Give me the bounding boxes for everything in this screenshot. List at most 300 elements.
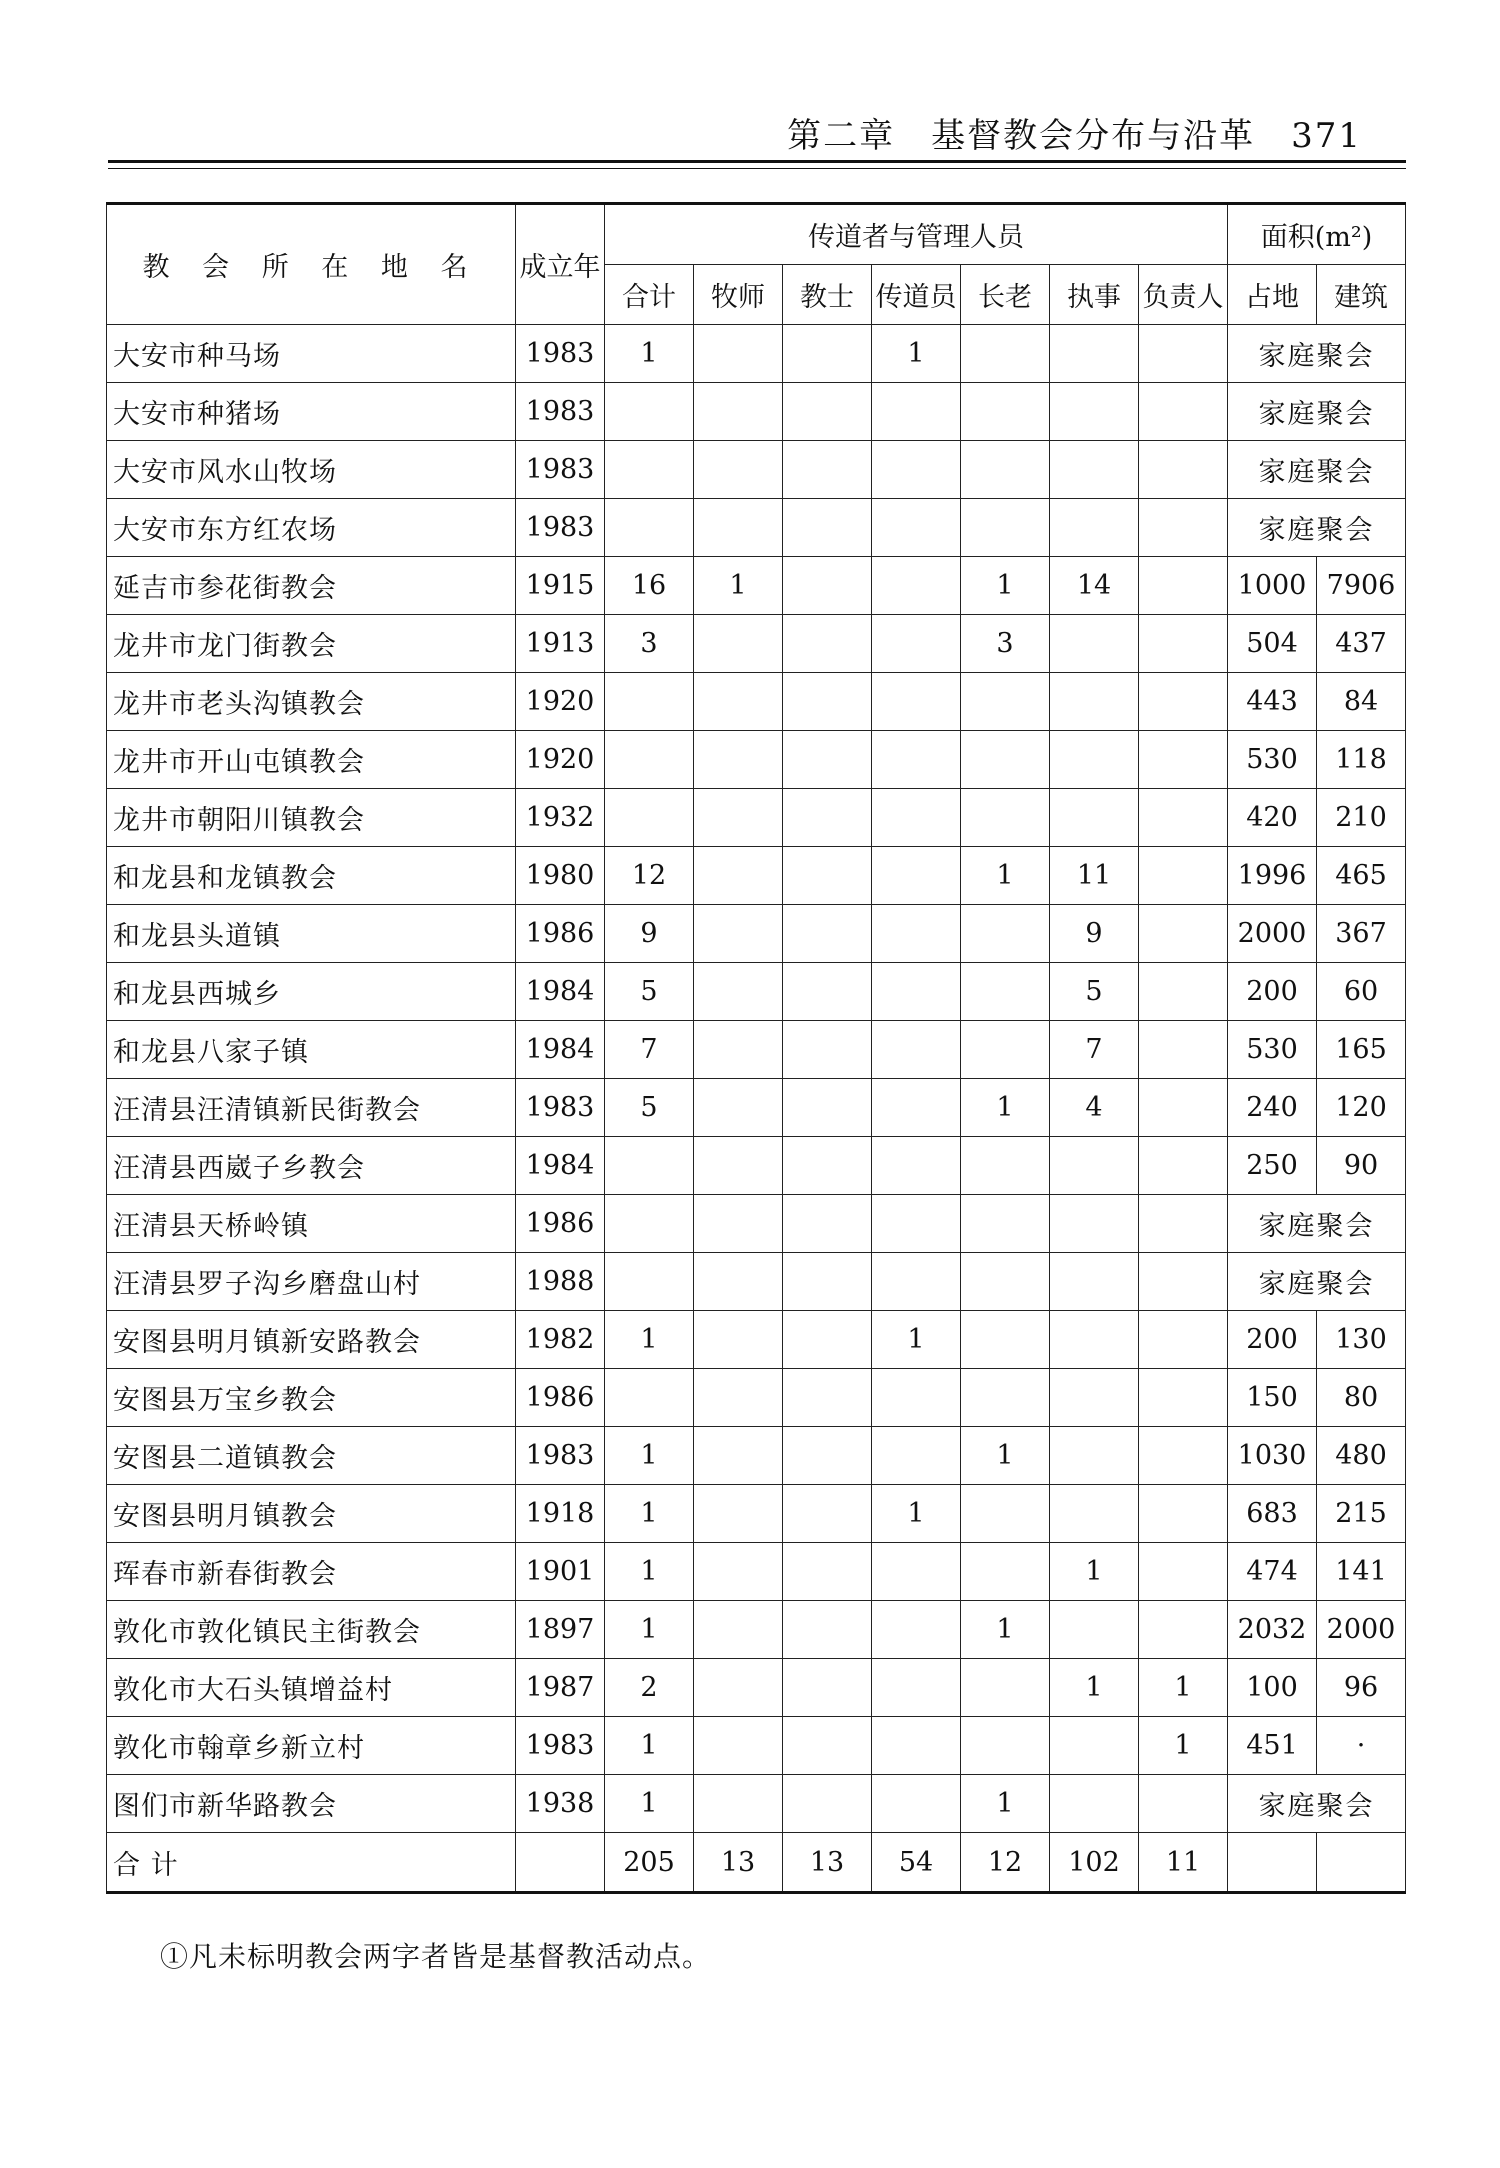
- table-row: [107, 1543, 1406, 1601]
- row-year: 1983: [516, 441, 605, 499]
- row-personnel-cell: [1050, 1137, 1139, 1195]
- row-personnel-cell: [961, 1369, 1050, 1427]
- row-personnel-cell: [694, 673, 783, 731]
- row-year: 1986: [516, 905, 605, 963]
- row-personnel-cell: [961, 1543, 1050, 1601]
- row-personnel-cell: [1139, 615, 1228, 673]
- row-land-area: 1000: [1228, 557, 1317, 615]
- row-building-area: 60: [1317, 963, 1406, 1021]
- row-year: 1987: [516, 1659, 605, 1717]
- row-personnel-cell: [783, 1601, 872, 1659]
- header-leader: 负责人: [1139, 265, 1228, 325]
- row-personnel-cell: [1139, 1543, 1228, 1601]
- row-personnel-cell: 2: [605, 1659, 694, 1717]
- total-cell: 13: [694, 1833, 783, 1893]
- row-personnel-cell: [961, 1659, 1050, 1717]
- total-land-empty: [1228, 1833, 1317, 1893]
- total-cell: 12: [961, 1833, 1050, 1893]
- row-personnel-cell: [1139, 1369, 1228, 1427]
- row-personnel-cell: 1: [872, 325, 961, 383]
- row-personnel-cell: [694, 1427, 783, 1485]
- row-personnel-cell: 1: [1139, 1659, 1228, 1717]
- row-personnel-cell: [1050, 1369, 1139, 1427]
- row-year: 1982: [516, 1311, 605, 1369]
- row-personnel-cell: 4: [1050, 1079, 1139, 1137]
- row-personnel-cell: [605, 1253, 694, 1311]
- row-personnel-cell: [961, 789, 1050, 847]
- row-personnel-cell: 1: [872, 1311, 961, 1369]
- table-row: [107, 673, 1406, 731]
- row-personnel-cell: [961, 673, 1050, 731]
- row-personnel-cell: [1139, 673, 1228, 731]
- row-personnel-cell: 5: [1050, 963, 1139, 1021]
- row-home-meeting: 家庭聚会: [1228, 325, 1406, 383]
- row-personnel-cell: [783, 963, 872, 1021]
- table-row: [107, 615, 1406, 673]
- row-personnel-cell: [694, 1021, 783, 1079]
- header-location: 教 会 所 在 地 名: [107, 204, 516, 325]
- row-land-area: 420: [1228, 789, 1317, 847]
- row-personnel-cell: [694, 441, 783, 499]
- row-year: 1984: [516, 1137, 605, 1195]
- row-personnel-cell: [783, 1137, 872, 1195]
- row-personnel-cell: [694, 963, 783, 1021]
- total-cell: 54: [872, 1833, 961, 1893]
- row-year: 1983: [516, 1079, 605, 1137]
- row-land-area: 240: [1228, 1079, 1317, 1137]
- row-personnel-cell: [694, 1485, 783, 1543]
- row-personnel-cell: [1050, 1717, 1139, 1775]
- row-location: 安图县二道镇教会: [107, 1427, 516, 1485]
- row-personnel-cell: [872, 499, 961, 557]
- row-land-area: 474: [1228, 1543, 1317, 1601]
- total-row: [107, 1833, 1406, 1893]
- row-building-area: 118: [1317, 731, 1406, 789]
- row-building-area: 80: [1317, 1369, 1406, 1427]
- row-personnel-cell: [961, 499, 1050, 557]
- row-building-area: 215: [1317, 1485, 1406, 1543]
- row-personnel-cell: [872, 1021, 961, 1079]
- row-personnel-cell: 16: [605, 557, 694, 615]
- row-personnel-cell: [783, 383, 872, 441]
- row-personnel-cell: [872, 1427, 961, 1485]
- row-personnel-cell: [1050, 499, 1139, 557]
- row-home-meeting: 家庭聚会: [1228, 1253, 1406, 1311]
- row-personnel-cell: [694, 1311, 783, 1369]
- row-year: 1983: [516, 499, 605, 557]
- header-rule: [108, 160, 1406, 163]
- row-personnel-cell: [1139, 963, 1228, 1021]
- row-home-meeting: 家庭聚会: [1228, 499, 1406, 557]
- row-personnel-cell: [694, 1775, 783, 1833]
- row-building-area: 84: [1317, 673, 1406, 731]
- row-personnel-cell: [872, 1079, 961, 1137]
- row-home-meeting: 家庭聚会: [1228, 1195, 1406, 1253]
- row-year: 1915: [516, 557, 605, 615]
- row-building-area: 465: [1317, 847, 1406, 905]
- row-year: 1983: [516, 383, 605, 441]
- row-personnel-cell: [872, 1543, 961, 1601]
- row-personnel-cell: [783, 905, 872, 963]
- row-location: 安图县明月镇新安路教会: [107, 1311, 516, 1369]
- row-personnel-cell: [872, 1717, 961, 1775]
- row-personnel-cell: [783, 557, 872, 615]
- header-personnel-group: 传道者与管理人员: [605, 204, 1228, 265]
- row-personnel-cell: [694, 789, 783, 847]
- row-personnel-cell: [783, 1543, 872, 1601]
- row-building-area: 141: [1317, 1543, 1406, 1601]
- row-personnel-cell: [783, 673, 872, 731]
- header-preacher: 传道员: [872, 265, 961, 325]
- table-row: [107, 1195, 1406, 1253]
- row-building-area: 96: [1317, 1659, 1406, 1717]
- row-land-area: 200: [1228, 1311, 1317, 1369]
- row-personnel-cell: 1: [1050, 1543, 1139, 1601]
- page-header: [0, 108, 1362, 157]
- row-personnel-cell: [694, 615, 783, 673]
- row-personnel-cell: 1: [961, 1601, 1050, 1659]
- row-personnel-cell: [783, 1427, 872, 1485]
- row-land-area: 1030: [1228, 1427, 1317, 1485]
- row-personnel-cell: [961, 383, 1050, 441]
- row-personnel-cell: [783, 1717, 872, 1775]
- row-personnel-cell: [694, 905, 783, 963]
- row-location: 大安市种猪场: [107, 383, 516, 441]
- row-personnel-cell: [872, 1369, 961, 1427]
- row-year: 1984: [516, 963, 605, 1021]
- row-personnel-cell: 1: [961, 1775, 1050, 1833]
- row-year: 1920: [516, 731, 605, 789]
- row-personnel-cell: [1050, 1601, 1139, 1659]
- header-rule-thin: [108, 168, 1406, 169]
- row-location: 安图县明月镇教会: [107, 1485, 516, 1543]
- row-personnel-cell: 1: [1050, 1659, 1139, 1717]
- row-location: 汪清县汪清镇新民街教会: [107, 1079, 516, 1137]
- row-year: 1986: [516, 1369, 605, 1427]
- row-location: 延吉市参花街教会: [107, 557, 516, 615]
- row-location: 龙井市老头沟镇教会: [107, 673, 516, 731]
- section-title: 基督教会分布与沿革: [931, 116, 1256, 156]
- table-row: [107, 557, 1406, 615]
- row-personnel-cell: [1050, 731, 1139, 789]
- table-row: [107, 1601, 1406, 1659]
- row-personnel-cell: [1050, 673, 1139, 731]
- row-land-area: 530: [1228, 731, 1317, 789]
- row-personnel-cell: [1139, 557, 1228, 615]
- row-personnel-cell: [783, 1253, 872, 1311]
- row-location: 大安市种马场: [107, 325, 516, 383]
- row-location: 敦化市翰章乡新立村: [107, 1717, 516, 1775]
- row-personnel-cell: [694, 1601, 783, 1659]
- table-row: [107, 499, 1406, 557]
- row-personnel-cell: 1: [961, 1079, 1050, 1137]
- row-personnel-cell: [694, 1253, 783, 1311]
- row-personnel-cell: [694, 325, 783, 383]
- row-personnel-cell: [1050, 325, 1139, 383]
- row-year: 1983: [516, 325, 605, 383]
- row-personnel-cell: [694, 499, 783, 557]
- header-deacon: 执事: [1050, 265, 1139, 325]
- row-personnel-cell: [961, 963, 1050, 1021]
- row-location: 和龙县和龙镇教会: [107, 847, 516, 905]
- footnote: ①凡未标明教会两字者皆是基督教活动点。: [160, 1940, 712, 1973]
- header-land-area: 占地: [1228, 265, 1317, 325]
- row-personnel-cell: 1: [961, 557, 1050, 615]
- row-personnel-cell: [961, 1485, 1050, 1543]
- row-building-area: 7906: [1317, 557, 1406, 615]
- row-personnel-cell: [961, 1311, 1050, 1369]
- table-row: [107, 731, 1406, 789]
- row-year: 1913: [516, 615, 605, 673]
- row-personnel-cell: [1139, 499, 1228, 557]
- row-personnel-cell: [783, 1079, 872, 1137]
- row-personnel-cell: [783, 499, 872, 557]
- row-personnel-cell: [1139, 1195, 1228, 1253]
- row-personnel-cell: [605, 383, 694, 441]
- row-year: 1983: [516, 1427, 605, 1485]
- row-land-area: 683: [1228, 1485, 1317, 1543]
- row-personnel-cell: 7: [1050, 1021, 1139, 1079]
- header-established: 成立年: [516, 204, 605, 325]
- row-land-area: 2032: [1228, 1601, 1317, 1659]
- row-personnel-cell: [1139, 325, 1228, 383]
- row-personnel-cell: 14: [1050, 557, 1139, 615]
- row-building-area: 2000: [1317, 1601, 1406, 1659]
- row-personnel-cell: [783, 1311, 872, 1369]
- row-personnel-cell: [872, 383, 961, 441]
- row-personnel-cell: 1: [605, 1717, 694, 1775]
- row-personnel-cell: [872, 1253, 961, 1311]
- row-personnel-cell: [605, 499, 694, 557]
- row-year: 1897: [516, 1601, 605, 1659]
- row-personnel-cell: [872, 731, 961, 789]
- row-location: 图们市新华路教会: [107, 1775, 516, 1833]
- row-personnel-cell: [1050, 789, 1139, 847]
- header-teacher: 教士: [783, 265, 872, 325]
- table-row: [107, 1021, 1406, 1079]
- row-personnel-cell: [872, 615, 961, 673]
- row-personnel-cell: 3: [961, 615, 1050, 673]
- row-land-area: 150: [1228, 1369, 1317, 1427]
- row-personnel-cell: [1139, 1311, 1228, 1369]
- table-row: [107, 325, 1406, 383]
- table-row: [107, 1775, 1406, 1833]
- header-total: 合计: [605, 265, 694, 325]
- table-row: [107, 1079, 1406, 1137]
- row-location: 汪清县罗子沟乡磨盘山村: [107, 1253, 516, 1311]
- row-personnel-cell: [783, 1485, 872, 1543]
- row-personnel-cell: 3: [605, 615, 694, 673]
- row-personnel-cell: 1: [605, 1543, 694, 1601]
- table-row: [107, 1427, 1406, 1485]
- row-personnel-cell: [872, 1195, 961, 1253]
- row-personnel-cell: [1139, 731, 1228, 789]
- row-personnel-cell: [1050, 1311, 1139, 1369]
- row-year: 1980: [516, 847, 605, 905]
- row-personnel-cell: [872, 1659, 961, 1717]
- row-personnel-cell: 1: [605, 1485, 694, 1543]
- row-personnel-cell: 1: [605, 1775, 694, 1833]
- row-year: 1988: [516, 1253, 605, 1311]
- row-personnel-cell: [605, 731, 694, 789]
- row-personnel-cell: [961, 1021, 1050, 1079]
- row-personnel-cell: 1: [605, 1427, 694, 1485]
- row-land-area: 451: [1228, 1717, 1317, 1775]
- row-personnel-cell: [783, 847, 872, 905]
- total-building-empty: [1317, 1833, 1406, 1893]
- row-personnel-cell: [961, 441, 1050, 499]
- row-location: 汪清县西崴子乡教会: [107, 1137, 516, 1195]
- row-year: 1986: [516, 1195, 605, 1253]
- row-year: 1932: [516, 789, 605, 847]
- row-personnel-cell: [961, 325, 1050, 383]
- row-personnel-cell: [872, 441, 961, 499]
- row-personnel-cell: [872, 1601, 961, 1659]
- row-building-area: 367: [1317, 905, 1406, 963]
- row-personnel-cell: [605, 1369, 694, 1427]
- row-building-area: 210: [1317, 789, 1406, 847]
- row-location: 龙井市开山屯镇教会: [107, 731, 516, 789]
- row-personnel-cell: 1: [961, 847, 1050, 905]
- row-building-area: ·: [1317, 1717, 1406, 1775]
- row-year: 1918: [516, 1485, 605, 1543]
- row-location: 敦化市敦化镇民主街教会: [107, 1601, 516, 1659]
- row-location: 汪清县天桥岭镇: [107, 1195, 516, 1253]
- row-personnel-cell: [694, 1195, 783, 1253]
- total-label: 合 计: [107, 1833, 516, 1893]
- row-land-area: 504: [1228, 615, 1317, 673]
- row-personnel-cell: [872, 963, 961, 1021]
- row-year: 1983: [516, 1717, 605, 1775]
- row-personnel-cell: [783, 789, 872, 847]
- row-personnel-cell: [694, 1717, 783, 1775]
- row-personnel-cell: [1050, 383, 1139, 441]
- total-year-empty: [516, 1833, 605, 1893]
- row-personnel-cell: [872, 673, 961, 731]
- header-area-group: 面积(m²): [1228, 204, 1406, 265]
- row-personnel-cell: [694, 1543, 783, 1601]
- row-personnel-cell: [1139, 847, 1228, 905]
- row-personnel-cell: [1139, 1253, 1228, 1311]
- row-location: 大安市风水山牧场: [107, 441, 516, 499]
- row-personnel-cell: [605, 673, 694, 731]
- row-personnel-cell: [694, 1137, 783, 1195]
- row-personnel-cell: [961, 1253, 1050, 1311]
- row-personnel-cell: [783, 731, 872, 789]
- row-location: 龙井市龙门街教会: [107, 615, 516, 673]
- row-personnel-cell: 1: [1139, 1717, 1228, 1775]
- row-personnel-cell: [961, 731, 1050, 789]
- table-row: [107, 1717, 1406, 1775]
- row-land-area: 250: [1228, 1137, 1317, 1195]
- row-personnel-cell: [1139, 1021, 1228, 1079]
- table-row: [107, 963, 1406, 1021]
- row-personnel-cell: 1: [872, 1485, 961, 1543]
- row-personnel-cell: 7: [605, 1021, 694, 1079]
- row-home-meeting: 家庭聚会: [1228, 441, 1406, 499]
- row-personnel-cell: 9: [1050, 905, 1139, 963]
- row-personnel-cell: [961, 1717, 1050, 1775]
- row-year: 1984: [516, 1021, 605, 1079]
- row-building-area: 120: [1317, 1079, 1406, 1137]
- row-building-area: 480: [1317, 1427, 1406, 1485]
- row-personnel-cell: [694, 1079, 783, 1137]
- row-location: 敦化市大石头镇增益村: [107, 1659, 516, 1717]
- row-personnel-cell: [1139, 1485, 1228, 1543]
- row-personnel-cell: [872, 847, 961, 905]
- row-personnel-cell: [1050, 615, 1139, 673]
- total-cell: 102: [1050, 1833, 1139, 1893]
- row-personnel-cell: [961, 1137, 1050, 1195]
- total-cell: 205: [605, 1833, 694, 1893]
- row-personnel-cell: [1050, 1195, 1139, 1253]
- church-table: [106, 202, 1406, 1894]
- row-year: 1920: [516, 673, 605, 731]
- row-personnel-cell: [783, 441, 872, 499]
- row-personnel-cell: [1139, 1137, 1228, 1195]
- row-personnel-cell: [783, 1195, 872, 1253]
- chapter-label: 第二章: [787, 116, 896, 156]
- row-home-meeting: 家庭聚会: [1228, 383, 1406, 441]
- table-row: [107, 1369, 1406, 1427]
- row-personnel-cell: 1: [694, 557, 783, 615]
- row-personnel-cell: [605, 441, 694, 499]
- row-building-area: 90: [1317, 1137, 1406, 1195]
- row-personnel-cell: [1139, 1601, 1228, 1659]
- row-personnel-cell: [1139, 1427, 1228, 1485]
- row-personnel-cell: [872, 1775, 961, 1833]
- row-location: 和龙县八家子镇: [107, 1021, 516, 1079]
- row-personnel-cell: 1: [961, 1427, 1050, 1485]
- row-personnel-cell: [1050, 1253, 1139, 1311]
- total-cell: 13: [783, 1833, 872, 1893]
- total-cell: 11: [1139, 1833, 1228, 1893]
- table-row: [107, 905, 1406, 963]
- row-personnel-cell: [1139, 441, 1228, 499]
- row-location: 安图县万宝乡教会: [107, 1369, 516, 1427]
- row-personnel-cell: [694, 731, 783, 789]
- row-personnel-cell: [694, 1659, 783, 1717]
- row-land-area: 443: [1228, 673, 1317, 731]
- row-land-area: 530: [1228, 1021, 1317, 1079]
- row-land-area: 100: [1228, 1659, 1317, 1717]
- row-personnel-cell: 5: [605, 1079, 694, 1137]
- row-personnel-cell: [605, 1195, 694, 1253]
- row-personnel-cell: [1139, 1775, 1228, 1833]
- row-building-area: 437: [1317, 615, 1406, 673]
- row-personnel-cell: [872, 1137, 961, 1195]
- row-personnel-cell: [1050, 1775, 1139, 1833]
- row-personnel-cell: [783, 1021, 872, 1079]
- page-number: 371: [1291, 116, 1362, 156]
- row-personnel-cell: 1: [605, 325, 694, 383]
- row-personnel-cell: [872, 789, 961, 847]
- row-land-area: 200: [1228, 963, 1317, 1021]
- table-row: [107, 441, 1406, 499]
- row-personnel-cell: [872, 557, 961, 615]
- row-personnel-cell: [1139, 383, 1228, 441]
- row-personnel-cell: [605, 1137, 694, 1195]
- row-personnel-cell: [1050, 441, 1139, 499]
- row-building-area: 165: [1317, 1021, 1406, 1079]
- table-row: [107, 1311, 1406, 1369]
- row-personnel-cell: [783, 615, 872, 673]
- row-location: 和龙县头道镇: [107, 905, 516, 963]
- row-personnel-cell: [783, 325, 872, 383]
- row-home-meeting: 家庭聚会: [1228, 1775, 1406, 1833]
- row-year: 1938: [516, 1775, 605, 1833]
- row-personnel-cell: [1139, 905, 1228, 963]
